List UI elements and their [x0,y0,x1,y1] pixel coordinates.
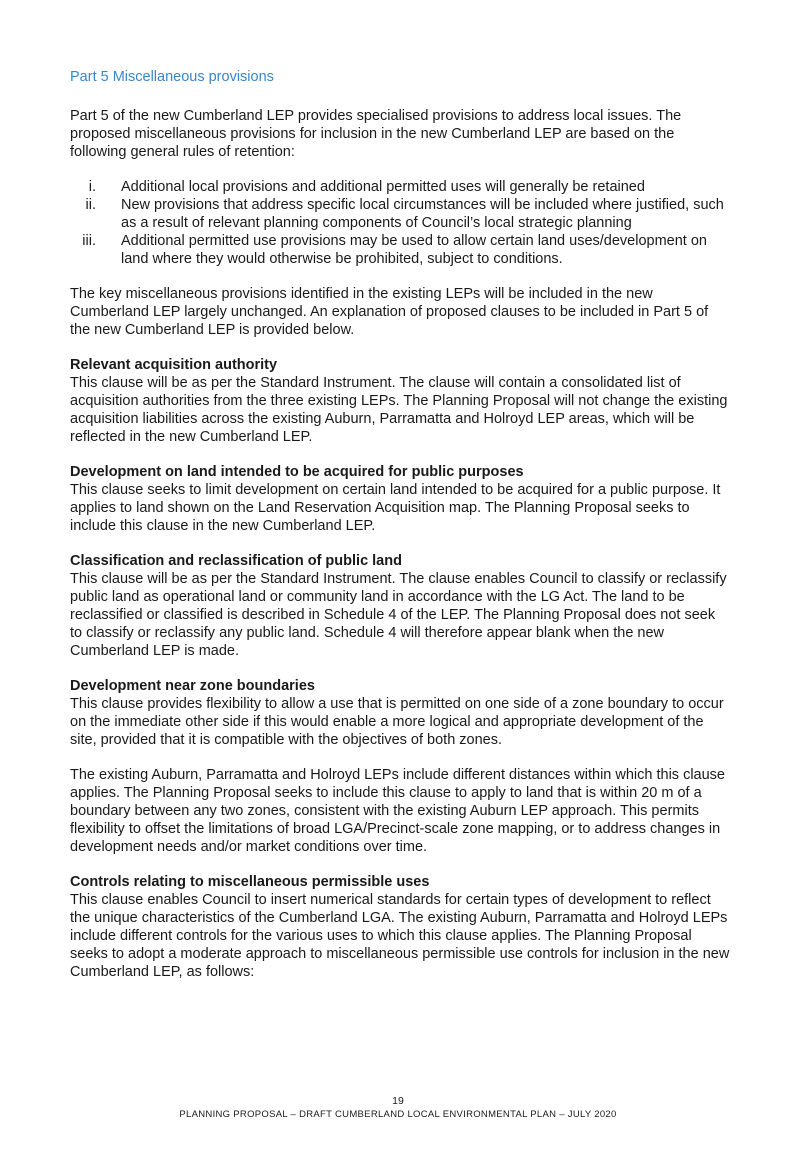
section-title: Controls relating to miscellaneous permissible uses [70,874,430,890]
document-page [70,67,730,998]
section-paragraph: This clause will be as per the Standard Instrument. The clause enables Council to classify or reclassify public land as operational land or community land in accordance with the LG Act. The land to be reclassified or classified is described in Schedule 4 of the LEP. The Planning Proposal does not seek to classify or reclassify any public land. Schedule 4 will therefore appear blank when the new Cumberland LEP is made. [70,571,727,659]
page-number: 19 [392,1095,404,1107]
section-paragraph: This clause will be as per the Standard Instrument. The clause will contain a consolidated list of acquisition authorities from the three existing LEPs. The Planning Proposal will not change the existing acquisition liabilities across the existing Auburn, Parramatta and Holroyd LEP areas, which will be reflected in the new Cumberland LEP. [70,375,728,445]
section-paragraph: This clause provides flexibility to allow a use that is permitted on one side of a zone boundary to occur on the immediate other side if this would enable a more logical and appropriate development of the site, provided that it is compatible with the objectives of both zones. [70,696,724,748]
section-paragraph: This clause enables Council to insert numerical standards for certain types of development to reflect the unique characteristics of the Cumberland LGA. The existing Auburn, Parramatta and Holroyd LEPs include different controls for the various uses to which this clause applies. The Planning Proposal seeks to adopt a moderate approach to miscellaneous permissible use controls for inclusion in the new Cumberland LEP, as follows: [70,892,730,980]
section-title: Relevant acquisition authority [70,357,278,373]
list-item-number: iii. [82,233,96,249]
list-item-number: ii. [85,197,96,213]
intro-paragraph: Part 5 of the new Cumberland LEP provides specialised provisions to address local issues. The proposed miscellaneous provisions for inclusion in the new Cumberland LEP are based on the following general rules of retention: [70,108,682,160]
section-paragraph: This clause seeks to limit development on certain land intended to be acquired for a public purpose. It applies to land shown on the Land Reservation Acquisition map. The Planning Proposal seeks to include this clause in the new Cumberland LEP. [70,482,721,534]
list-item [70,178,730,196]
section-classification-public-land [70,552,730,660]
list-item [70,196,730,232]
footer-title: PLANNING PROPOSAL – DRAFT CUMBERLAND LOCAL ENVIRONMENTAL PLAN – JULY 2020 [179,1109,617,1120]
list-item [70,232,730,268]
retention-rules-list [70,178,730,268]
section-title: Development near zone boundaries [70,678,315,694]
section-title: Development on land intended to be acquired for public purposes [70,464,524,480]
list-item-text: New provisions that address specific local circumstances will be included where justified, such as a result of relevant planning components of Council’s local strategic planning [121,197,724,231]
section-relevant-acquisition-authority [70,356,730,446]
summary-paragraph: The key miscellaneous provisions identified in the existing LEPs will be included in the new Cumberland LEP largely unchanged. An explanation of proposed clauses to be included in Part 5 of the new Cumberland LEP is provided below. [70,286,709,338]
section-paragraph: The existing Auburn, Parramatta and Holroyd LEPs include different distances within which this clause applies. The Planning Proposal seeks to include this clause to apply to land that is within 20 m of a boundary between any two zones, consistent with the existing Auburn LEP approach. This permits flexibility to offset the limitations of broad LGA/Precinct-scale zone mapping, or to address changes in development needs and/or market conditions over time. [70,767,725,855]
section-title: Classification and reclassification of public land [70,553,402,569]
section-zone-boundaries [70,677,730,856]
section-miscellaneous-permissible-uses [70,873,730,981]
list-item-text: Additional permitted use provisions may be used to allow certain land uses/development on land where they would otherwise be prohibited, subject to conditions. [121,233,707,267]
section-development-on-land-acquired [70,463,730,535]
part-heading: Part 5 Miscellaneous provisions [70,69,274,85]
list-item-number: i. [88,179,96,195]
list-item-text: Additional local provisions and additional permitted uses will generally be retained [121,179,645,195]
